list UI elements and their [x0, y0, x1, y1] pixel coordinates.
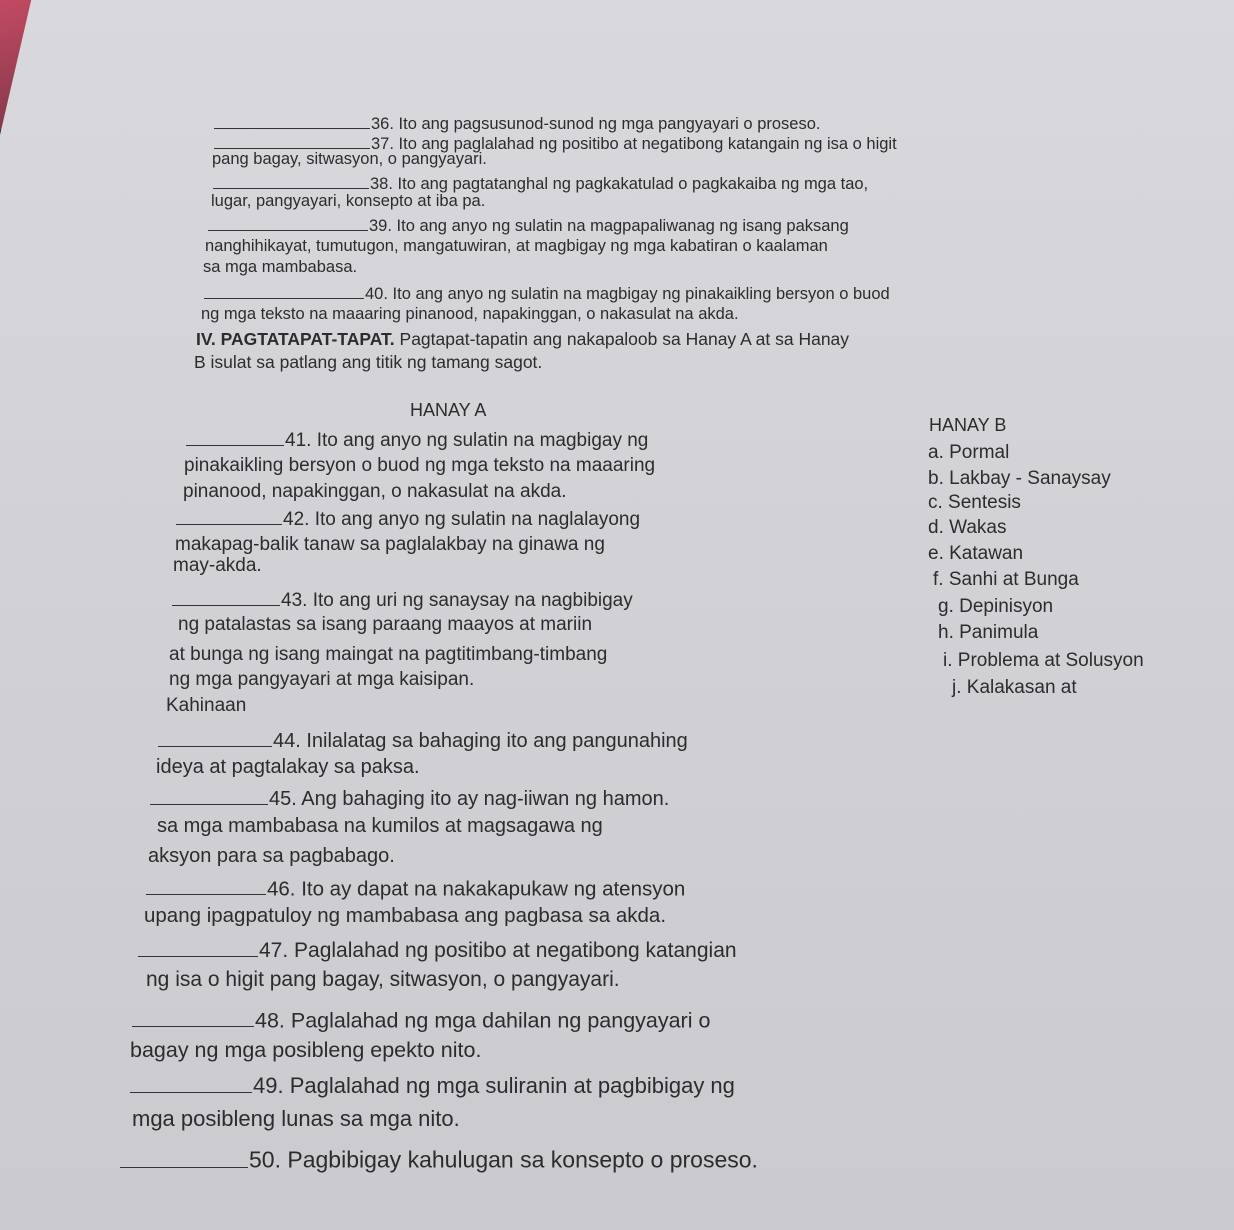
- section-heading: IV. PAGTATAPAT-TAPAT. Pagtapat-tapatin ang nakapaloob sa Hanay A at sa Hanay: [196, 329, 850, 349]
- answer-blank[interactable]: [176, 507, 282, 525]
- question-37-cont: pang bagay, sitwasyon, o pangyayari.: [212, 150, 487, 168]
- question-42-cont2: may-akda.: [173, 555, 262, 576]
- question-46-cont: upang ipagpatuloy ng mambabasa ang pagbasa sa akda.: [144, 904, 667, 927]
- option-d: d. Wakas: [928, 517, 1007, 538]
- answer-blank[interactable]: [186, 428, 284, 446]
- question-43-cont2: at bunga ng isang maingat na pagtitimbang-timbang: [169, 644, 608, 665]
- question-43-cont3: ng mga pangyayari at mga kaisipan.: [169, 669, 475, 690]
- question-44: 44. Inilalatag sa bahaging ito ang pangunahing: [158, 728, 688, 751]
- question-48: 48. Paglalahad ng mga dahilan ng pangyayari o: [132, 1007, 710, 1032]
- option-j: j. Kalakasan at: [952, 677, 1077, 698]
- question-41-cont: pinakaikling bersyon o buod ng mga teksto na maaaring: [184, 455, 656, 476]
- question-43-cont: ng patalastas sa isang paraang maayos at mariin: [178, 614, 593, 635]
- hanay-b-title: HANAY B: [929, 415, 1007, 435]
- question-42-cont: makapag-balik tanaw sa paglalakbay na ginawa ng: [175, 534, 605, 555]
- question-40-cont: ng mga teksto na maaaring pinanood, napakinggan, o nakasulat na akda.: [201, 305, 739, 323]
- question-37: 37. Ito ang paglalahad ng positibo at negatibong katangain ng isa o higit: [214, 133, 897, 152]
- question-45-cont2: aksyon para sa pagbabago.: [148, 845, 395, 867]
- option-b: b. Lakbay - Sanaysay: [928, 468, 1111, 489]
- question-38-cont: lugar, pangyayari, konsepto at iba pa.: [211, 192, 486, 210]
- question-48-cont: bagay ng mga posibleng epekto nito.: [130, 1038, 482, 1062]
- option-a: a. Pormal: [928, 442, 1010, 463]
- answer-blank[interactable]: [214, 133, 370, 149]
- question-41: 41. Ito ang anyo ng sulatin na magbigay ng: [186, 428, 648, 450]
- question-40: 40. Ito ang anyo ng sulatin na magbigay ng pinakaikling bersyon o buod: [204, 283, 890, 302]
- option-f: f. Sanhi at Bunga: [933, 569, 1079, 590]
- answer-blank[interactable]: [208, 215, 368, 231]
- answer-blank[interactable]: [132, 1007, 254, 1027]
- answer-blank[interactable]: [146, 876, 266, 895]
- question-38: 38. Ito ang pagtatanghal ng pagkakatulad o pagkakaiba ng mga tao,: [213, 173, 868, 192]
- answer-blank[interactable]: [130, 1072, 252, 1093]
- question-45: 45. Ang bahaging ito ay nag-iiwan ng hamon.: [150, 786, 669, 809]
- question-39: 39. Ito ang anyo ng sulatin na magpapaliwanag ng isang paksang: [208, 215, 849, 234]
- answer-blank[interactable]: [172, 588, 280, 606]
- option-e: e. Katawan: [928, 543, 1024, 564]
- question-43: 43. Ito ang uri ng sanaysay na nagbibigay: [172, 588, 633, 610]
- question-49-cont: mga posibleng lunas sa mga nito.: [132, 1106, 460, 1131]
- question-43-cont4: Kahinaan: [166, 695, 247, 716]
- answer-blank[interactable]: [138, 937, 258, 957]
- answer-blank[interactable]: [213, 173, 369, 189]
- question-49: 49. Paglalahad ng mga suliranin at pagbibigay ng: [130, 1072, 735, 1097]
- question-44-cont: ideya at pagtalakay sa paksa.: [156, 756, 420, 778]
- answer-blank[interactable]: [150, 786, 268, 805]
- option-g: g. Depinisyon: [938, 596, 1054, 617]
- answer-blank[interactable]: [204, 283, 364, 299]
- question-41-cont2: pinanood, napakinggan, o nakasulat na akda.: [183, 481, 567, 502]
- question-50: 50. Pagbibigay kahulugan sa konsepto o proseso.: [120, 1146, 758, 1172]
- question-46: 46. Ito ay dapat na nakakapukaw ng atensyon: [146, 876, 685, 900]
- question-42: 42. Ito ang anyo ng sulatin na naglalayong: [176, 507, 640, 529]
- option-i: i. Problema at Solusyon: [943, 650, 1144, 671]
- answer-blank[interactable]: [120, 1146, 248, 1168]
- option-h: h. Panimula: [938, 622, 1039, 643]
- option-c: c. Sentesis: [928, 492, 1021, 513]
- question-47: 47. Paglalahad ng positibo at negatibong katangian: [138, 937, 737, 961]
- hanay-a-title: HANAY A: [410, 400, 487, 420]
- section-instruction: B isulat sa patlang ang titik ng tamang sagot.: [194, 352, 543, 372]
- question-39-cont2: sa mga mambabasa.: [203, 258, 358, 276]
- question-39-cont: nanghihikayat, tumutugon, mangatuwiran, at magbigay ng mga kabatiran o kaalaman: [205, 237, 828, 255]
- question-45-cont: sa mga mambabasa na kumilos at magsagawa ng: [157, 815, 603, 837]
- answer-blank[interactable]: [158, 728, 272, 747]
- answer-blank[interactable]: [214, 113, 370, 129]
- question-36: 36. Ito ang pagsusunod-sunod ng mga pangyayari o proseso.: [214, 113, 820, 132]
- question-47-cont: ng isa o higit pang bagay, sitwasyon, o pangyayari.: [146, 968, 620, 991]
